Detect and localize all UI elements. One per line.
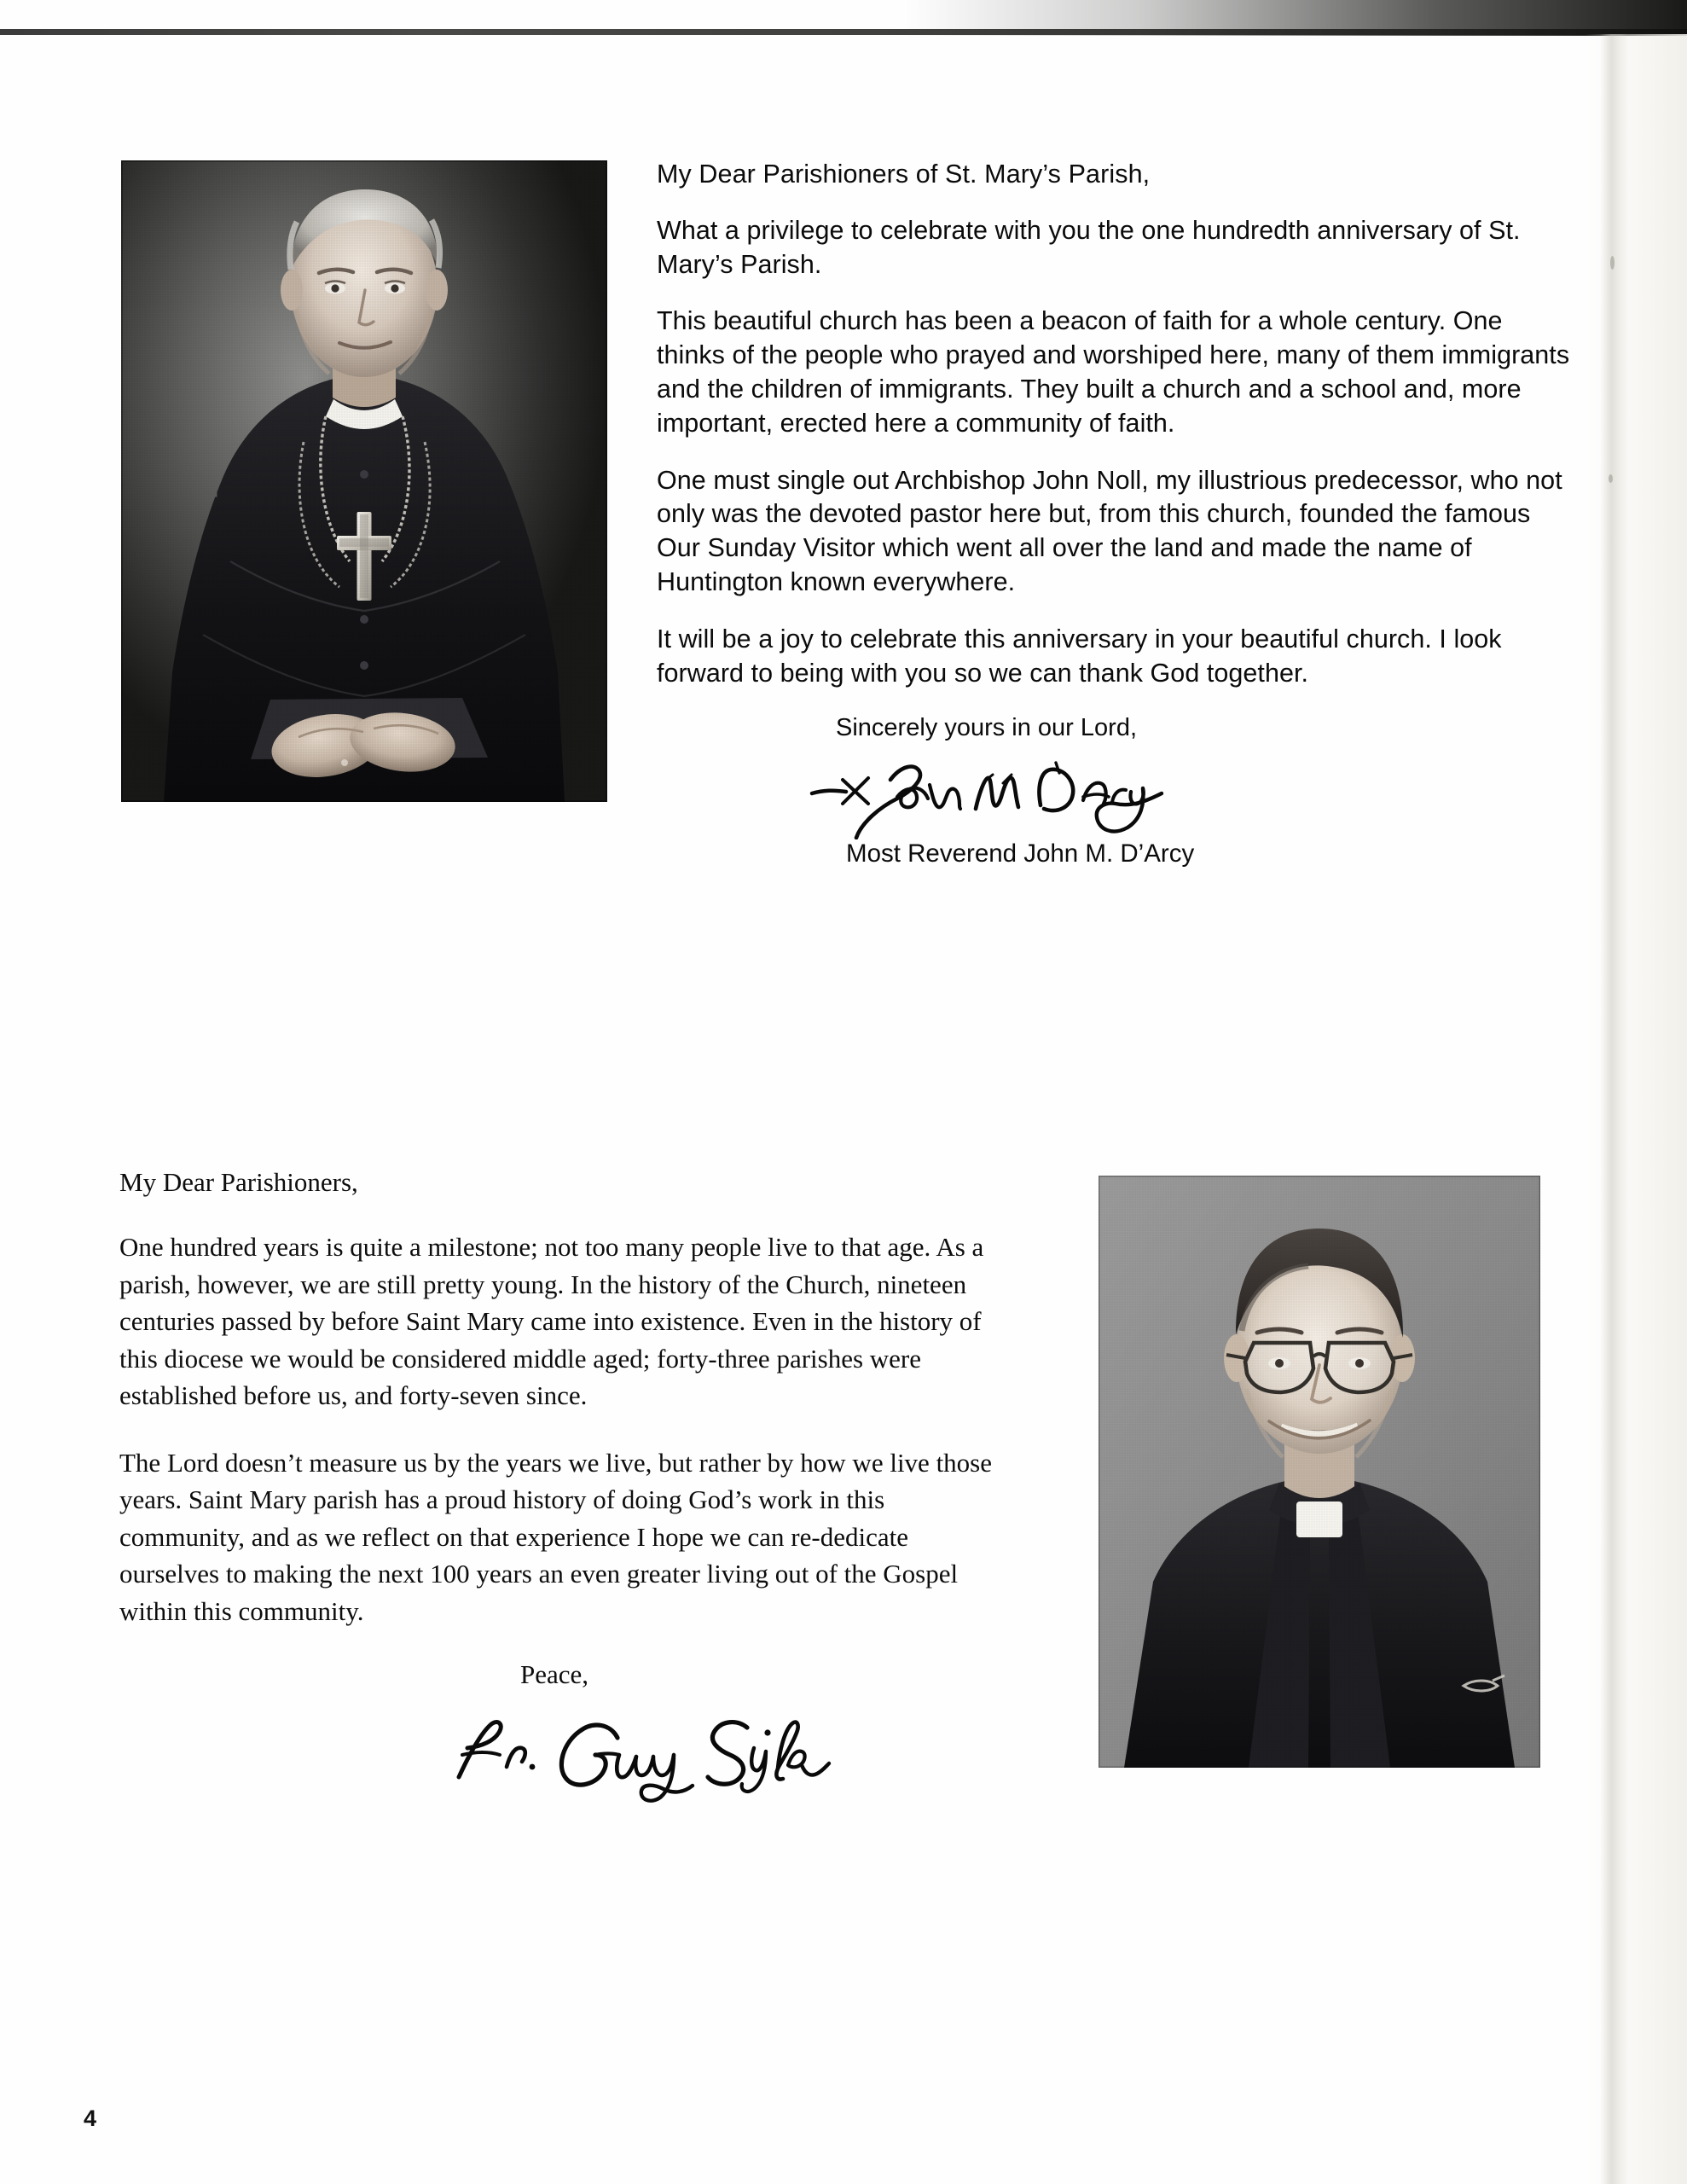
scan-top-shadow — [904, 0, 1687, 36]
pastor-signature — [443, 1702, 1002, 1804]
letter-one-paragraph-3: One must single out Archbishop John Noll, my illustrious predecessor, who not only was the devoted pastor here but, from this church, founded the famous Our Sunday Visitor which went all over the land and made the name of Huntington known everywhere. — [657, 465, 1562, 596]
page-number: 4 — [84, 2106, 97, 2131]
letter-two-closing-block — [119, 1659, 1002, 1804]
letter-two-paragraph-1: One hundred years is quite a milestone; not too many people live to that age. As a parish, however, we are still pretty young. In the history of the Church, nineteen centuries passed by before Saint Mary came into existence. Even in the history of this diocese we would be considered middle aged; forty-three parishes were established before us, and forty-seven since. — [119, 1232, 984, 1411]
scan-speck — [1609, 474, 1613, 483]
pastor-portrait-photo — [1099, 1176, 1540, 1768]
letter-one-signer-name: Most Reverend John M. D’Arcy — [846, 839, 1195, 868]
scan-speck — [1610, 256, 1615, 270]
letter-one-salutation: My Dear Parishioners of St. Mary’s Parish, — [657, 160, 1151, 189]
pastor-portrait-image — [1099, 1176, 1540, 1768]
letter-one-paragraph-2: This beautiful church has been a beacon of faith for a whole century. One thinks of the people who prayed and worshiped here, many of them immigrants and the children of immigrants. They built a church and a school and, more important, erected here a community of faith. — [657, 306, 1570, 438]
letter-one-closing: Sincerely yours in our Lord, — [836, 714, 1137, 742]
page-fold-crease — [1600, 34, 1629, 2184]
bishop-signature — [809, 744, 1578, 839]
handwritten-signature-darcy — [809, 744, 1167, 839]
letter-from-bishop — [657, 159, 1578, 868]
letter-one-paragraph-1: What a privilege to celebrate with you the one hundredth anniversary of St. Mary’s Parish. — [657, 215, 1521, 279]
letter-two-paragraph-2: The Lord doesn’t measure us by the years we live, but rather by how we live those years. Saint Mary parish has a proud history of doing God’s work in this community, and as we reflect on that experience I hope we can re-dedicate ourselves to making the next 100 years an even greater living out of the Gospel within this community. — [119, 1447, 992, 1626]
letter-one-closing-block — [657, 714, 1578, 868]
letter-from-pastor — [119, 1167, 1002, 1804]
bishop-portrait-photo — [121, 160, 607, 802]
bishop-portrait-image — [121, 160, 607, 802]
letter-one-paragraph-4: It will be a joy to celebrate this anniversary in your beautiful church. I look forward to being with you so we can thank God together. — [657, 624, 1502, 688]
letter-two-closing: Peace, — [520, 1659, 589, 1690]
letter-two-salutation: My Dear Parishioners, — [119, 1167, 358, 1197]
handwritten-signature-sigler — [443, 1702, 836, 1804]
